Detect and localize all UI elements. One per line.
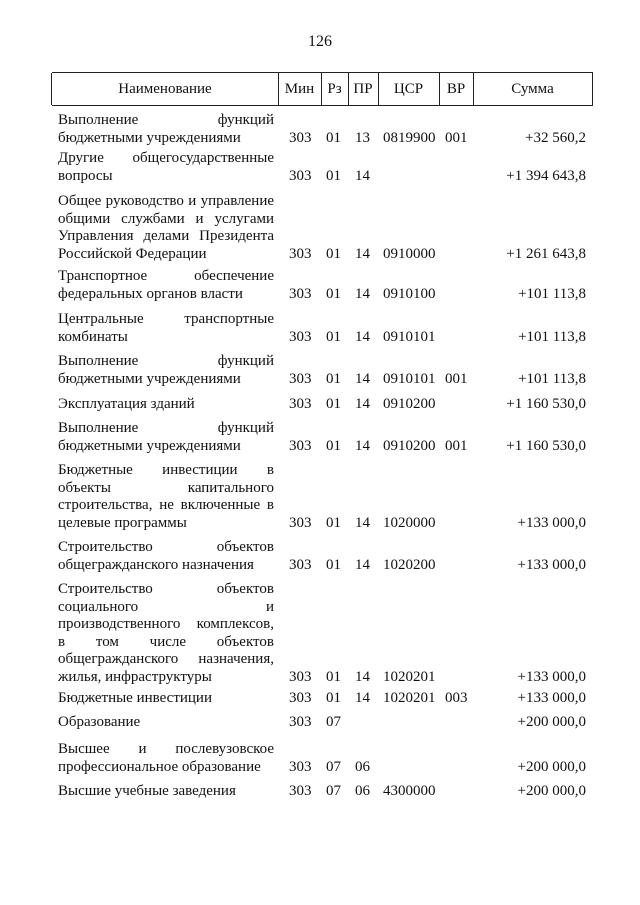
row-sum: +133 000,0 bbox=[517, 514, 586, 531]
row-min: 303 bbox=[289, 396, 312, 412]
table-row bbox=[0, 714, 640, 732]
row-min: 303 bbox=[289, 690, 312, 706]
row-sum: +101 113,8 bbox=[518, 328, 586, 345]
row-csr: 0910200 bbox=[383, 437, 436, 454]
row-csr: 0819900 bbox=[383, 129, 436, 146]
row-name-line: в том числе объектов bbox=[58, 633, 274, 650]
table-row bbox=[0, 539, 640, 574]
row-min: 303 bbox=[289, 668, 312, 685]
row-name bbox=[58, 714, 274, 732]
row-min: 303 bbox=[289, 783, 312, 799]
header-csr: ЦСР bbox=[393, 81, 424, 97]
row-name-line: федеральных органов власти bbox=[58, 285, 243, 302]
row-min: 303 bbox=[289, 714, 312, 730]
header-sum: Сумма bbox=[511, 81, 554, 97]
row-vr: 003 bbox=[445, 690, 468, 706]
row-pr: 06 bbox=[355, 783, 370, 799]
table-row bbox=[0, 112, 640, 147]
row-sum: +32 560,2 bbox=[525, 129, 586, 146]
row-csr: 1020200 bbox=[383, 556, 436, 573]
row-pr: 14 bbox=[355, 245, 370, 262]
row-name-line: Строительство объектов bbox=[58, 539, 274, 555]
page-number: 126 bbox=[308, 33, 332, 50]
row-rz: 01 bbox=[326, 328, 341, 345]
row-min: 303 bbox=[289, 328, 312, 345]
row-pr: 14 bbox=[355, 690, 370, 706]
row-csr: 0910000 bbox=[383, 245, 436, 262]
row-name-line: бюджетными учреждениями bbox=[58, 129, 241, 146]
row-name-line: объекты капитального bbox=[58, 479, 274, 496]
row-rz: 01 bbox=[326, 396, 341, 412]
row-pr: 14 bbox=[355, 167, 370, 184]
row-name bbox=[58, 193, 274, 263]
row-pr: 14 bbox=[355, 556, 370, 573]
row-name bbox=[58, 539, 274, 574]
row-rz: 01 bbox=[326, 129, 341, 146]
row-csr: 1020000 bbox=[383, 514, 436, 531]
row-name-line: строительства, не включенные в bbox=[58, 497, 274, 513]
row-name-line: Общее руководство и управление bbox=[58, 193, 274, 209]
row-sum: +133 000,0 bbox=[517, 690, 586, 706]
row-name bbox=[58, 396, 274, 414]
row-sum: +1 394 643,8 bbox=[506, 167, 586, 184]
row-name-line: общегражданского назначения bbox=[58, 556, 254, 573]
row-rz: 01 bbox=[326, 167, 341, 184]
row-name bbox=[58, 353, 274, 388]
row-name bbox=[58, 150, 274, 185]
row-rz: 07 bbox=[326, 714, 341, 730]
row-name-line: Управления делами Президента bbox=[58, 228, 274, 244]
row-name-line: бюджетными учреждениями bbox=[58, 437, 241, 454]
row-rz: 01 bbox=[326, 245, 341, 262]
header-name: Наименование bbox=[118, 81, 212, 97]
row-pr: 14 bbox=[355, 328, 370, 345]
table-row bbox=[0, 150, 640, 185]
row-pr: 14 bbox=[355, 370, 370, 387]
row-name-line: Высшие учебные заведения bbox=[58, 783, 236, 799]
row-csr: 0910101 bbox=[383, 328, 436, 345]
row-name-line: Эксплуатация зданий bbox=[58, 396, 195, 412]
row-name-line: комбинаты bbox=[58, 328, 128, 345]
row-csr: 1020201 bbox=[383, 668, 436, 685]
row-name-line: производственного комплексов, bbox=[58, 616, 274, 632]
row-rz: 01 bbox=[326, 556, 341, 573]
row-name-line: общегражданского назначения, bbox=[58, 651, 274, 667]
row-sum: +200 000,0 bbox=[517, 783, 586, 799]
row-name-line: Выполнение функций bbox=[58, 353, 274, 369]
row-sum: +200 000,0 bbox=[517, 758, 586, 775]
row-name bbox=[58, 581, 274, 686]
row-rz: 01 bbox=[326, 285, 341, 302]
table-row bbox=[0, 311, 640, 346]
row-rz: 01 bbox=[326, 370, 341, 387]
row-name bbox=[58, 690, 274, 708]
row-min: 303 bbox=[289, 758, 312, 775]
row-csr: 0910200 bbox=[383, 396, 436, 412]
row-vr: 001 bbox=[445, 129, 468, 146]
table-row bbox=[0, 690, 640, 708]
row-vr: 001 bbox=[445, 437, 468, 454]
row-min: 303 bbox=[289, 514, 312, 531]
row-pr: 13 bbox=[355, 129, 370, 146]
row-name-line: вопросы bbox=[58, 167, 113, 184]
row-sum: +101 113,8 bbox=[518, 370, 586, 387]
row-name bbox=[58, 112, 274, 147]
header-pr: ПР bbox=[353, 81, 373, 97]
row-rz: 07 bbox=[326, 758, 341, 775]
table-row bbox=[0, 268, 640, 303]
row-min: 303 bbox=[289, 556, 312, 573]
row-min: 303 bbox=[289, 370, 312, 387]
table-header bbox=[52, 72, 593, 106]
row-name-line: Высшее и послевузовское bbox=[58, 741, 274, 757]
header-vr: ВР bbox=[446, 81, 466, 97]
table-row bbox=[0, 462, 640, 532]
row-name bbox=[58, 420, 274, 455]
row-vr: 001 bbox=[445, 370, 468, 387]
table-row bbox=[0, 420, 640, 455]
row-min: 303 bbox=[289, 437, 312, 454]
row-sum: +1 261 643,8 bbox=[506, 245, 586, 262]
row-min: 303 bbox=[289, 245, 312, 262]
row-min: 303 bbox=[289, 167, 312, 184]
table-row bbox=[0, 193, 640, 263]
header-min: Мин bbox=[284, 81, 315, 97]
row-name-line: Другие общегосударственные bbox=[58, 150, 274, 166]
row-name-line: Выполнение функций bbox=[58, 112, 274, 128]
row-rz: 01 bbox=[326, 690, 341, 706]
table-row bbox=[0, 581, 640, 686]
row-rz: 01 bbox=[326, 514, 341, 531]
row-name bbox=[58, 311, 274, 346]
row-name-line: целевые программы bbox=[58, 514, 187, 531]
row-csr: 0910100 bbox=[383, 285, 436, 302]
table-row bbox=[0, 783, 640, 801]
row-sum: +1 160 530,0 bbox=[506, 396, 586, 412]
row-sum: +133 000,0 bbox=[517, 556, 586, 573]
row-rz: 07 bbox=[326, 783, 341, 799]
row-name-line: Выполнение функций bbox=[58, 420, 274, 436]
row-name-line: профессиональное образование bbox=[58, 758, 261, 775]
row-pr: 14 bbox=[355, 668, 370, 685]
row-name-line: жилья, инфраструктуры bbox=[58, 668, 212, 685]
table-row bbox=[0, 741, 640, 776]
row-sum: +101 113,8 bbox=[518, 285, 586, 302]
row-pr: 14 bbox=[355, 396, 370, 412]
row-name-line: Российской Федерации bbox=[58, 245, 207, 262]
row-pr: 14 bbox=[355, 285, 370, 302]
row-csr: 0910101 bbox=[383, 370, 436, 387]
table-row bbox=[0, 353, 640, 388]
row-csr: 1020201 bbox=[383, 690, 436, 706]
row-name-line: Транспортное обеспечение bbox=[58, 268, 274, 284]
row-sum: +200 000,0 bbox=[517, 714, 586, 730]
row-csr: 4300000 bbox=[383, 783, 436, 799]
row-name-line: Центральные транспортные bbox=[58, 311, 274, 327]
row-name-line: Бюджетные инвестиции bbox=[58, 690, 212, 706]
row-sum: +133 000,0 bbox=[517, 668, 586, 685]
row-min: 303 bbox=[289, 129, 312, 146]
row-name bbox=[58, 741, 274, 776]
row-sum: +1 160 530,0 bbox=[506, 437, 586, 454]
row-pr: 14 bbox=[355, 437, 370, 454]
row-pr: 14 bbox=[355, 514, 370, 531]
row-name-line: Бюджетные инвестиции в bbox=[58, 462, 274, 478]
row-name-line: Образование bbox=[58, 714, 141, 730]
row-min: 303 bbox=[289, 285, 312, 302]
row-name-line: социального и bbox=[58, 598, 274, 615]
table-row bbox=[0, 396, 640, 414]
row-name bbox=[58, 783, 274, 801]
row-name bbox=[58, 268, 274, 303]
header-rz: Рз bbox=[327, 81, 342, 97]
row-rz: 01 bbox=[326, 437, 341, 454]
row-name-line: бюджетными учреждениями bbox=[58, 370, 241, 387]
row-name-line: общими службами и услугами bbox=[58, 210, 274, 227]
row-name bbox=[58, 462, 274, 532]
row-pr: 06 bbox=[355, 758, 370, 775]
row-name-line: Строительство объектов bbox=[58, 581, 274, 597]
row-rz: 01 bbox=[326, 668, 341, 685]
